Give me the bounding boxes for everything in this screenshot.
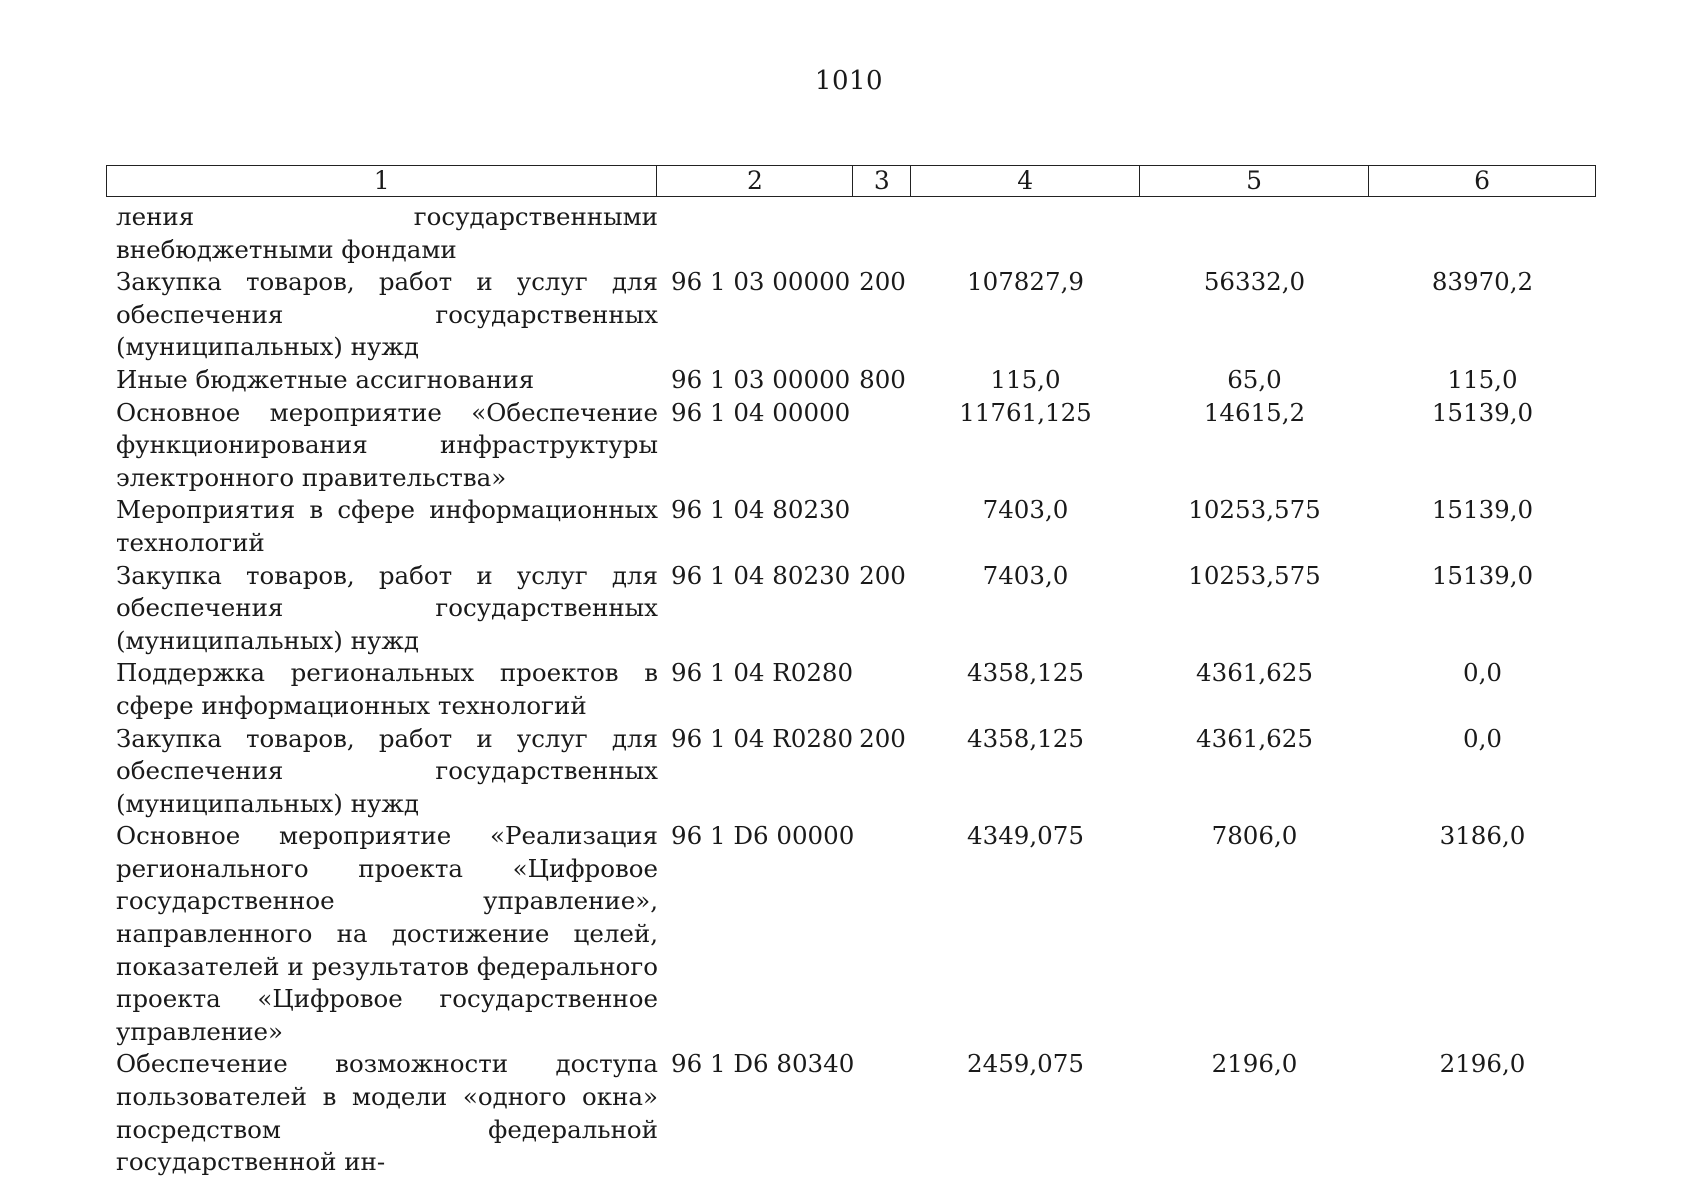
row-value-col5: 14615,2 <box>1203 397 1306 427</box>
row-value-col4: 4358,125 <box>967 723 1084 753</box>
table-row <box>106 201 1596 266</box>
row-value-col6: 15139,0 <box>1431 397 1534 427</box>
row-code: 96 1 04 80230 <box>671 495 851 525</box>
table-row <box>106 657 1596 722</box>
row-value-col4: 4349,075 <box>967 821 1084 851</box>
row-value-col6: 0,0 <box>1463 723 1502 753</box>
row-value-col6: 0,0 <box>1463 658 1502 688</box>
table-row <box>106 364 1596 397</box>
row-value-col5: 4361,625 <box>1196 723 1313 753</box>
row-name: ления государственными внебюджетными фондами <box>116 202 658 264</box>
header-col-5: 5 <box>1140 166 1369 196</box>
row-value-col6: 83970,2 <box>1431 267 1534 297</box>
row-value-col5: 2196,0 <box>1211 1049 1298 1079</box>
row-value-col4: 7403,0 <box>982 495 1069 525</box>
row-value-col5: 10253,575 <box>1188 560 1321 590</box>
table-row <box>106 397 1596 495</box>
row-code: 96 1 03 00000 <box>671 267 851 297</box>
row-name: Обеспечение возможности доступа пользователей в модели «одного окна» посредством федеральной государственной ин- <box>116 1049 658 1177</box>
header-col-2: 2 <box>657 166 853 196</box>
table-row <box>106 560 1596 658</box>
row-value-col5: 7806,0 <box>1211 821 1298 851</box>
row-value-col4: 115,0 <box>990 364 1061 394</box>
row-name: Иные бюджетные ассигнования <box>116 364 535 394</box>
row-value-col4: 2459,075 <box>967 1049 1084 1079</box>
table-row <box>106 723 1596 821</box>
row-code: 96 1 04 00000 <box>671 397 851 427</box>
row-value-col6: 15139,0 <box>1431 560 1534 590</box>
page-number: 1010 <box>814 66 884 96</box>
table-body <box>106 201 1596 1179</box>
row-code: 96 1 04 R0280 <box>671 658 854 688</box>
row-code: 96 1 D6 00000 <box>671 821 855 851</box>
row-name: Закупка товаров, работ и услуг для обеспечения государственных (муниципальных) нужд <box>116 267 658 362</box>
table-row <box>106 494 1596 559</box>
row-name: Основное мероприятие «Обеспечение функционирования инфраструктуры электронного правительства» <box>116 397 658 492</box>
row-code: 96 1 04 80230 <box>671 560 851 590</box>
row-value-col4: 7403,0 <box>982 560 1069 590</box>
header-col-3: 3 <box>853 166 911 196</box>
row-expense-type: 800 <box>859 364 906 394</box>
row-value-col5: 65,0 <box>1227 364 1282 394</box>
row-value-col6: 115,0 <box>1447 364 1518 394</box>
row-name: Мероприятия в сфере информационных технологий <box>116 495 658 557</box>
row-expense-type: 200 <box>859 560 906 590</box>
row-code: 96 1 03 00000 <box>671 364 851 394</box>
row-value-col6: 2196,0 <box>1439 1049 1526 1079</box>
row-expense-type: 200 <box>859 723 906 753</box>
row-value-col4: 4358,125 <box>967 658 1084 688</box>
row-code: 96 1 D6 80340 <box>671 1049 855 1079</box>
row-value-col5: 4361,625 <box>1196 658 1313 688</box>
budget-table <box>106 165 1596 1179</box>
row-value-col5: 10253,575 <box>1188 495 1321 525</box>
row-value-col6: 3186,0 <box>1439 821 1526 851</box>
row-value-col5: 56332,0 <box>1203 267 1306 297</box>
table-header <box>106 165 1596 197</box>
row-value-col4: 11761,125 <box>959 397 1092 427</box>
header-col-6: 6 <box>1474 166 1490 195</box>
table-row <box>106 1048 1596 1178</box>
row-name: Поддержка региональных проектов в сфере информационных технологий <box>116 658 658 720</box>
header-col-1: 1 <box>107 166 657 196</box>
row-name: Закупка товаров, работ и услуг для обеспечения государственных (муниципальных) нужд <box>116 723 658 818</box>
row-code: 96 1 04 R0280 <box>671 723 854 753</box>
table-row <box>106 820 1596 1048</box>
header-col-4: 4 <box>911 166 1140 196</box>
row-value-col4: 107827,9 <box>967 267 1084 297</box>
table-row <box>106 266 1596 364</box>
row-expense-type: 200 <box>859 267 906 297</box>
row-name: Закупка товаров, работ и услуг для обеспечения государственных (муниципальных) нужд <box>116 560 658 655</box>
row-name: Основное мероприятие «Реализация регионального проекта «Цифровое государственное управление», направленного на достижение целей, показателей и результатов федерального проекта «Цифровое государственное управление» <box>116 821 658 1046</box>
row-value-col6: 15139,0 <box>1431 495 1534 525</box>
